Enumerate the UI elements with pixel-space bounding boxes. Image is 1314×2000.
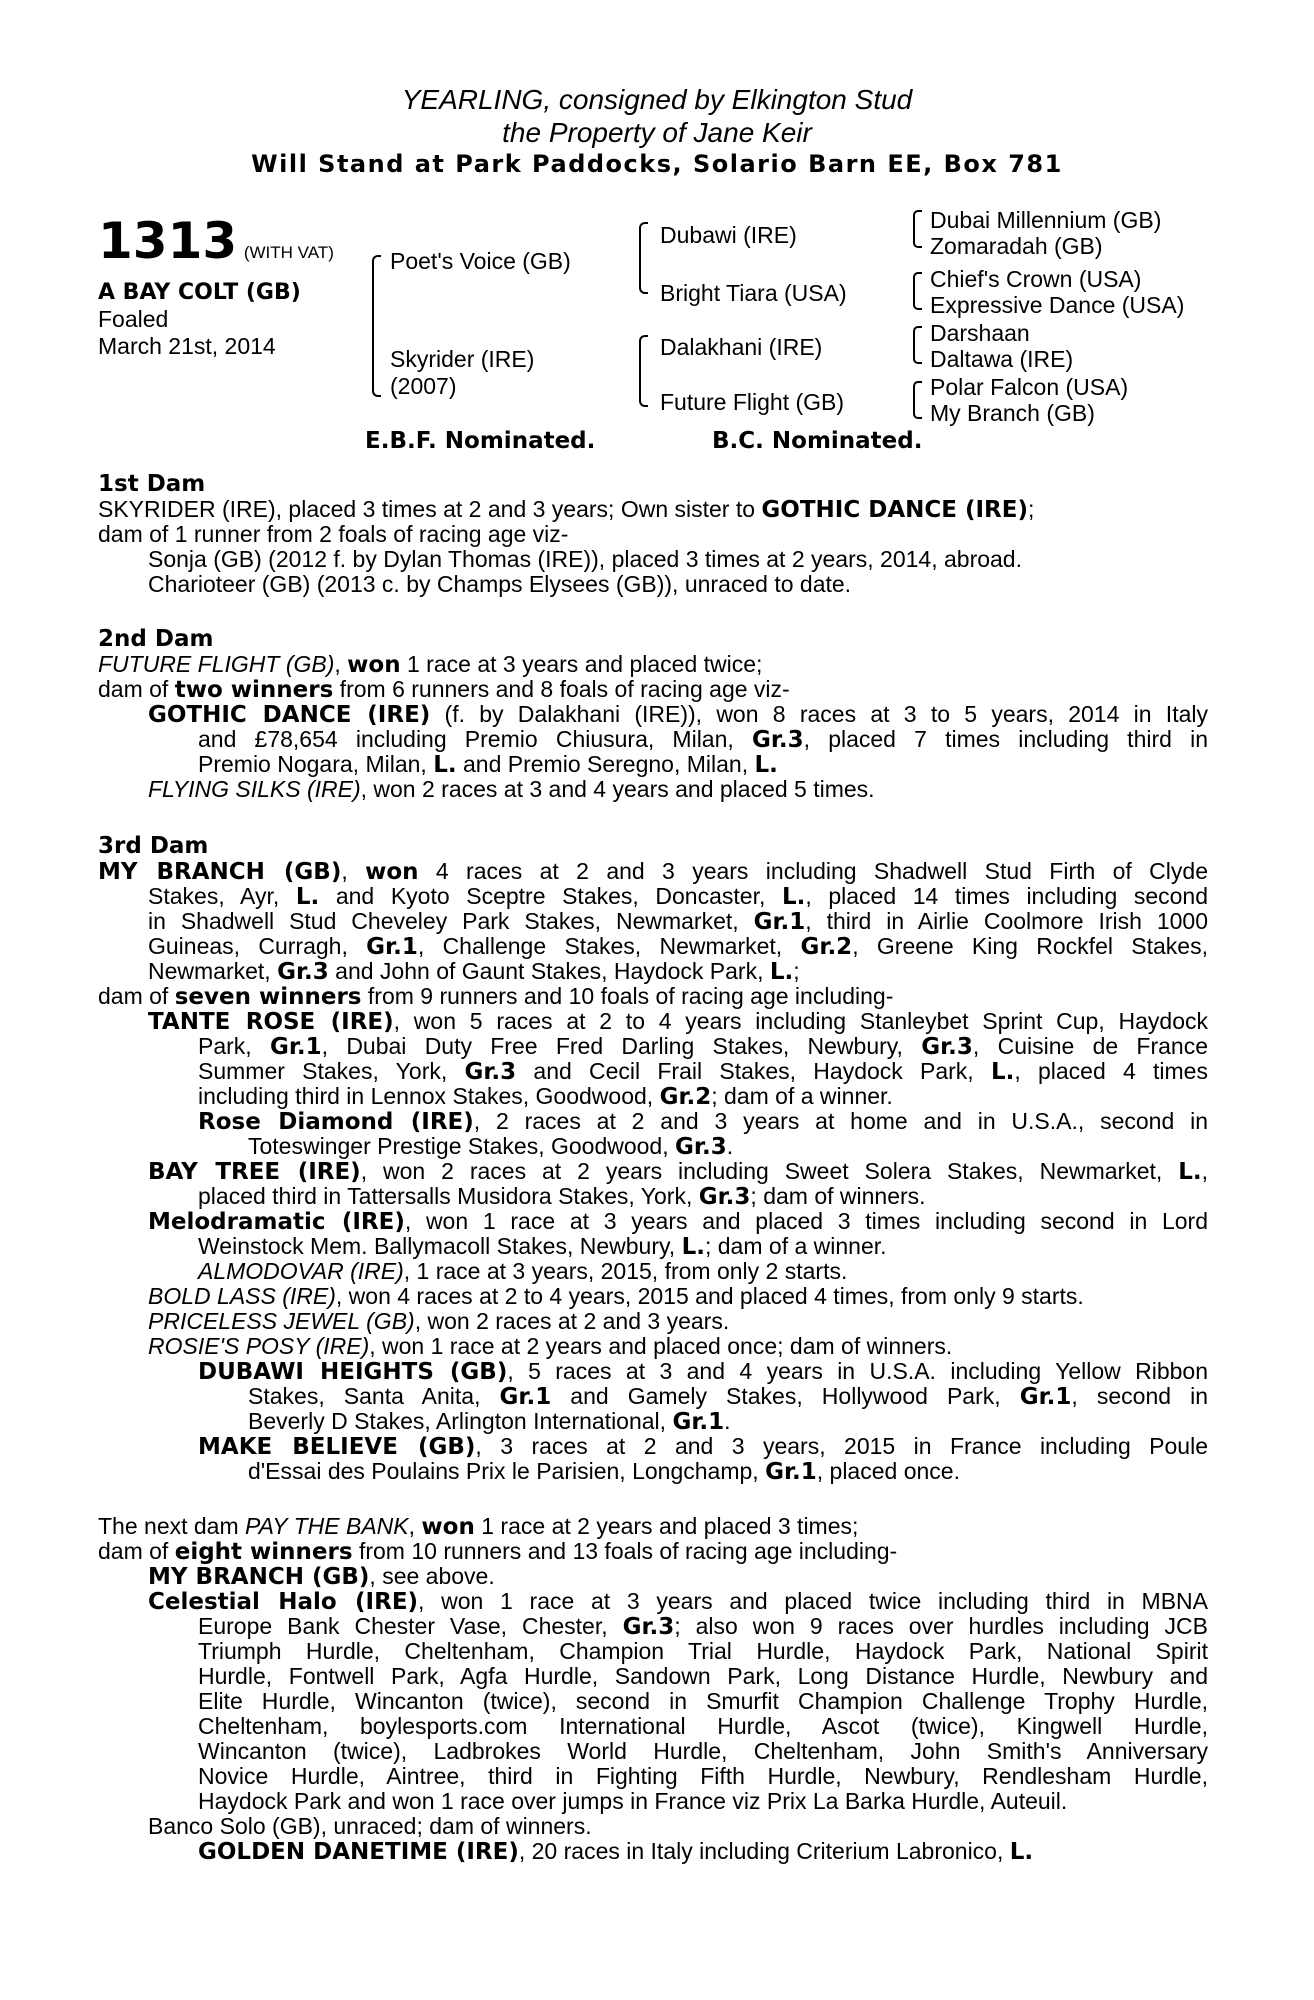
text-line: Toteswinger Prestige Stakes, Goodwood, Gr.3.	[248, 1133, 734, 1160]
brace-sire-dam	[372, 255, 381, 397]
text-line: d'Essai des Poulains Prix le Parisien, Longchamp, Gr.1, placed once.	[248, 1458, 960, 1485]
pedigree-dam-dam: Future Flight (GB)	[660, 389, 845, 415]
brace-g1	[913, 210, 922, 248]
text-line: Celestial Halo (IRE), won 1 race at 3 years and placed twice including third in MBNA	[148, 1588, 1209, 1615]
text-line: Hurdle, Fontwell Park, Agfa Hurdle, Sandown Park, Long Distance Hurdle, Newbury and	[198, 1663, 1208, 1689]
text-line: placed third in Tattersalls Musidora Stakes, York, Gr.3; dam of winners.	[198, 1183, 926, 1210]
text-line: dam of two winners from 6 runners and 8 foals of racing age viz-	[98, 676, 790, 703]
pedigree-ssd: Zomaradah (GB)	[930, 233, 1103, 259]
foaled-date: March 21st, 2014	[98, 333, 276, 359]
header-line-1: YEARLING, consigned by Elkington Stud	[401, 84, 913, 115]
text-line: and £78,654 including Premio Chiusura, Milan, Gr.3, placed 7 times including third in	[198, 726, 1208, 753]
pedigree-dss: Darshaan	[930, 320, 1030, 346]
brace-dam-line	[639, 335, 648, 407]
text-line: DUBAWI HEIGHTS (GB), 5 races at 3 and 4 years in U.S.A. including Yellow Ribbon	[198, 1358, 1208, 1385]
text-line: The next dam PAY THE BANK, won 1 race at 2 years and placed 3 times;	[98, 1513, 859, 1540]
text-line: MY BRANCH (GB), see above.	[148, 1563, 495, 1590]
text-line: ROSIE'S POSY (IRE), won 1 race at 2 years and placed once; dam of winners.	[148, 1333, 953, 1359]
text-line: Cheltenham, boylesports.com International Hurdle, Ascot (twice), Kingwell Hurdle,	[198, 1713, 1208, 1739]
lot-description: A BAY COLT (GB)	[98, 280, 301, 305]
pedigree-dsd: Daltawa (IRE)	[930, 346, 1074, 372]
pedigree-sire-dam: Bright Tiara (USA)	[660, 280, 847, 306]
text-line: Summer Stakes, York, Gr.3 and Cecil Frail Stakes, Haydock Park, L., placed 4 times	[198, 1058, 1208, 1085]
brace-g2	[913, 272, 922, 310]
text-line: TANTE ROSE (IRE), won 5 races at 2 to 4 years including Stanleybet Sprint Cup, Haydock	[148, 1008, 1208, 1035]
brace-g3	[913, 326, 922, 364]
text-line: in Shadwell Stud Cheveley Park Stakes, Newmarket, Gr.1, third in Airlie Coolmore Irish 1000	[148, 908, 1208, 935]
pedigree-sire-sire: Dubawi (IRE)	[660, 222, 797, 248]
pedigree-sire: Poet's Voice (GB)	[390, 248, 571, 274]
text-line: MAKE BELIEVE (GB), 3 races at 2 and 3 years, 2015 in France including Poule	[198, 1433, 1208, 1460]
second-dam-heading: 2nd Dam	[98, 626, 214, 652]
foaled-label: Foaled	[98, 306, 169, 332]
pedigree-sdd: Expressive Dance (USA)	[930, 292, 1185, 318]
brace-g4	[913, 381, 922, 419]
text-line: Melodramatic (IRE), won 1 race at 3 years and placed 3 times including second in Lord	[148, 1208, 1208, 1235]
text-line: Park, Gr.1, Dubai Duty Free Fred Darling Stakes, Newbury, Gr.3, Cuisine de France	[198, 1033, 1209, 1060]
text-line: Weinstock Mem. Ballymacoll Stakes, Newbury, L.; dam of a winner.	[198, 1233, 887, 1260]
text-line: Sonja (GB) (2012 f. by Dylan Thomas (IRE)), placed 3 times at 2 years, 2014, abroad.	[148, 546, 1022, 572]
header-line-3: Will Stand at Park Paddocks, Solario Barn EE, Box 781	[251, 150, 1063, 178]
text-line: Newmarket, Gr.3 and John of Gaunt Stakes, Haydock Park, L.;	[148, 958, 800, 985]
text-line: Banco Solo (GB), unraced; dam of winners.	[148, 1813, 592, 1839]
text-line: PRICELESS JEWEL (GB), won 2 races at 2 and 3 years.	[148, 1308, 730, 1334]
pedigree-sds: Chief's Crown (USA)	[930, 266, 1142, 292]
text-line: Wincanton (twice), Ladbrokes World Hurdle, Cheltenham, John Smith's Anniversary	[198, 1738, 1208, 1764]
pedigree-ddd: My Branch (GB)	[930, 400, 1095, 426]
text-line: dam of 1 runner from 2 foals of racing age viz-	[98, 521, 569, 547]
text-line: Guineas, Curragh, Gr.1, Challenge Stakes, Newmarket, Gr.2, Greene King Rockfel Stakes,	[148, 933, 1208, 960]
text-line: Stakes, Ayr, L. and Kyoto Sceptre Stakes, Doncaster, L., placed 14 times including second	[148, 883, 1209, 910]
text-line: FLYING SILKS (IRE), won 2 races at 3 and 4 years and placed 5 times.	[148, 776, 875, 802]
pedigree-sss: Dubai Millennium (GB)	[930, 207, 1162, 233]
pedigree-dam-year: (2007)	[390, 373, 457, 399]
text-line: Beverly D Stakes, Arlington International, Gr.1.	[248, 1408, 731, 1435]
third-dam-heading: 3rd Dam	[98, 833, 209, 859]
text-line: Premio Nogara, Milan, L. and Premio Seregno, Milan, L.	[198, 751, 778, 778]
text-line: BOLD LASS (IRE), won 4 races at 2 to 4 years, 2015 and placed 4 times, from only 9 starts.	[148, 1283, 1084, 1309]
text-line: Stakes, Santa Anita, Gr.1 and Gamely Stakes, Hollywood Park, Gr.1, second in	[248, 1383, 1208, 1410]
vat-note: (WITH VAT)	[243, 243, 334, 262]
text-line: dam of seven winners from 9 runners and 10 foals of racing age including-	[98, 983, 894, 1010]
text-line: MY BRANCH (GB), won 4 races at 2 and 3 years including Shadwell Stud Firth of Clyde	[98, 858, 1208, 885]
pedigree-dam: Skyrider (IRE)	[390, 346, 535, 372]
text-line: SKYRIDER (IRE), placed 3 times at 2 and 3 years; Own sister to GOTHIC DANCE (IRE);	[98, 496, 1035, 523]
text-line: Haydock Park and won 1 race over jumps in France viz Prix La Barka Hurdle, Auteuil.	[198, 1788, 1068, 1814]
text-line: Charioteer (GB) (2013 c. by Champs Elysees (GB)), unraced to date.	[148, 571, 852, 597]
pedigree-dam-sire: Dalakhani (IRE)	[660, 334, 823, 360]
text-line: GOTHIC DANCE (IRE) (f. by Dalakhani (IRE)), won 8 races at 3 to 5 years, 2014 in Italy	[148, 701, 1208, 728]
text-line: dam of eight winners from 10 runners and 13 foals of racing age including-	[98, 1538, 898, 1565]
text-line: BAY TREE (IRE), won 2 races at 2 years including Sweet Solera Stakes, Newmarket, L.,	[148, 1158, 1209, 1185]
pedigree-dds: Polar Falcon (USA)	[930, 374, 1129, 400]
bc-nominated: B.C. Nominated.	[712, 428, 923, 454]
text-line: GOLDEN DANETIME (IRE), 20 races in Italy including Criterium Labronico, L.	[198, 1838, 1034, 1865]
text-line: Europe Bank Chester Vase, Chester, Gr.3; also won 9 races over hurdles including JCB	[198, 1613, 1208, 1640]
text-line: including third in Lennox Stakes, Goodwood, Gr.2; dam of a winner.	[198, 1083, 893, 1110]
first-dam-heading: 1st Dam	[98, 471, 206, 497]
header-line-2: the Property of Jane Keir	[502, 117, 812, 148]
text-line: FUTURE FLIGHT (GB), won 1 race at 3 years and placed twice;	[98, 651, 763, 678]
text-line: Elite Hurdle, Wincanton (twice), second in Smurfit Champion Challenge Trophy Hurdle,	[198, 1688, 1208, 1714]
text-line: ALMODOVAR (IRE), 1 race at 3 years, 2015, from only 2 starts.	[198, 1258, 848, 1284]
brace-sire-line	[639, 222, 648, 294]
text-line: Rose Diamond (IRE), 2 races at 2 and 3 years at home and in U.S.A., second in	[198, 1108, 1208, 1135]
lot-number: 1313	[98, 212, 238, 270]
ebf-nominated: E.B.F. Nominated.	[365, 428, 596, 454]
text-line: Triumph Hurdle, Cheltenham, Champion Trial Hurdle, Haydock Park, National Spirit	[198, 1638, 1208, 1664]
text-line: Novice Hurdle, Aintree, third in Fighting Fifth Hurdle, Newbury, Rendlesham Hurdle,	[198, 1763, 1208, 1789]
lot-block	[98, 212, 334, 270]
